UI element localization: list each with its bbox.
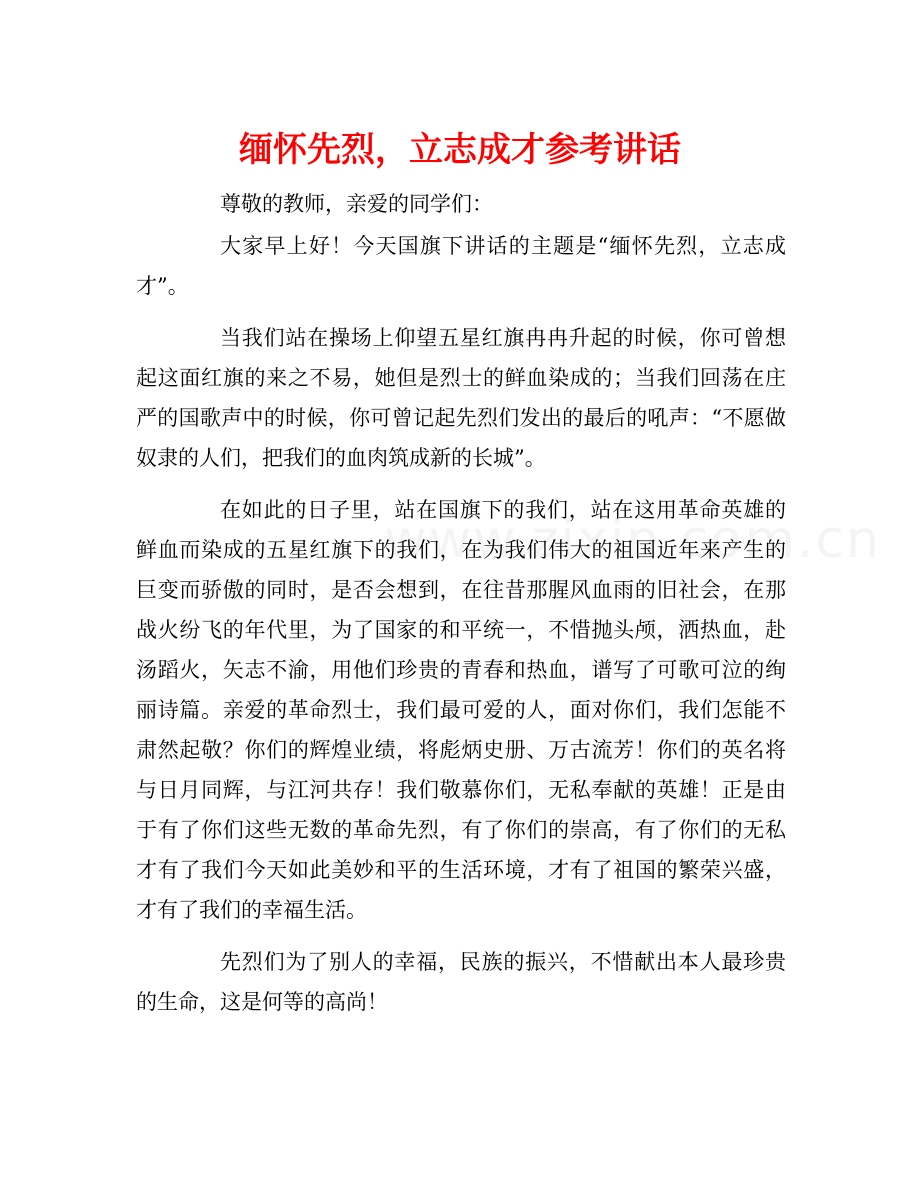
body-paragraph: 大家早上好！今天国旗下讲话的主题是“缅怀先烈，立志成才”。 (136, 234, 786, 298)
body-paragraph: 先烈们为了别人的幸福，民族的振兴，不惜献出本人最珍贵的生命，这是何等的高尚！ (136, 950, 786, 1014)
document-body (136, 184, 786, 1034)
greeting-paragraph: 尊敬的教师，亲爱的同学们： (220, 192, 493, 216)
body-paragraph: 当我们站在操场上仰望五星红旗冉冉升起的时候，你可曾想起这面红旗的来之不易，她但是烈士的鲜血染成的；当我们回荡在庄严的国歌声中的时候，你可曾记起先烈们发出的最后的吼声：“不愿做奴隶的人们，把我们的血肉筑成新的长城”。 (136, 326, 786, 470)
document-title: 缅怀先烈，立志成才参考讲话 (239, 130, 681, 170)
body-paragraph: 在如此的日子里，站在国旗下的我们，站在这用革命英雄的鲜血而染成的五星红旗下的我们，在为我们伟大的祖国近年来产生的巨变而骄傲的同时，是否会想到，在往昔那腥风血雨的旧社会，在那战火纷飞的年代里，为了国家的和平统一，不惜抛头颅，洒热血，赴汤蹈火，矢志不渝，用他们珍贵的青春和热血，谱写了可歌可泣的绚丽诗篇。亲爱的革命烈士，我们最可爱的人，面对你们，我们怎能不肃然起敬？你们的辉煌业绩，将彪炳史册、万古流芳！你们的英名将与日月同辉，与江河共存！我们敬慕你们，无私奉献的英雄！正是由于有了你们这些无数的革命先烈，有了你们的崇高，有了你们的无私才有了我们今天如此美妙和平的生活环境，才有了祖国的繁荣兴盛，才有了我们的幸福生活。 (136, 498, 786, 922)
